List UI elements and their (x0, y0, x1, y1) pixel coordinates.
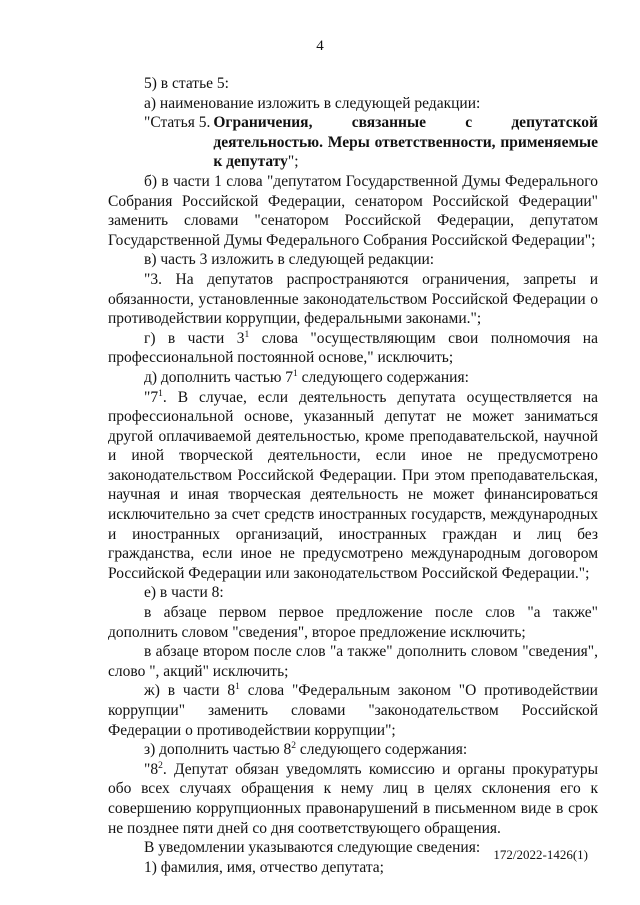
paragraph-text: слова "Федеральным законом "О противодействии коррупции" заменить словами "законодательством Российской Федерации о противодействии коррупции"; (108, 682, 598, 739)
paragraph: 5) в статье 5: (144, 75, 229, 92)
superscript: 1 (158, 388, 163, 399)
paragraph-text: следующего содержания: (296, 741, 468, 759)
paragraph-text: слова "осуществляющим свои полномочия на профессиональной постоянной основе," исключить; (108, 329, 598, 367)
paragraph (108, 740, 598, 760)
paragraph-text: ж) в части 8 (144, 682, 236, 700)
paragraph-text: г) в части 3 (144, 329, 245, 347)
paragraph: б) в части 1 слова "депутатом Государственной Думы Федерального Собрания Российской Федерации, сенатором Российской Федерации" заменить словами "сенатором Российской Федерации, депутатом Государственной Думы Федерального Собрания Российской Федерации"; (108, 172, 598, 249)
article-title (108, 113, 598, 172)
superscript: 1 (235, 682, 240, 693)
paragraph-text: "8 (144, 760, 159, 778)
paragraph: В уведомлении указываются следующие сведения: (144, 839, 481, 857)
paragraph (108, 388, 598, 584)
paragraph (108, 681, 598, 740)
paragraph-text: следующего содержания: (297, 368, 469, 386)
paragraph-text: д) дополнить частью 7 (144, 368, 294, 386)
article-heading (210, 113, 598, 172)
paragraph: в абзаце втором после слов "а также" дополнить словом "сведения", слово ", акций" исключить; (108, 643, 598, 680)
paragraph (108, 760, 598, 838)
article-heading-tail: "; (287, 153, 299, 171)
paragraph: е) в части 8: (144, 584, 224, 602)
paragraph-text: з) дополнить частью 8 (144, 741, 292, 759)
superscript: 1 (293, 368, 298, 379)
superscript: 2 (158, 760, 163, 771)
paragraph: в абзаце первом первое предложение после слов "а также" дополнить словом "сведения", второе предложение исключить; (108, 604, 598, 641)
article-label: "Статья 5. (144, 114, 211, 132)
paragraph (108, 329, 598, 368)
document-registration-code: 172/2022-1426(1) (493, 847, 588, 862)
document-body (108, 74, 598, 877)
page-number: 4 (316, 38, 324, 54)
paragraph: 1) фамилия, имя, отчество депутата; (144, 858, 384, 876)
superscript: 2 (291, 741, 297, 752)
article-heading-text: Ограничения, связанные с депутатской деятельностью. Меры ответственности, применяемые к депутату (213, 114, 598, 171)
paragraph: в) часть 3 изложить в следующей редакции: (144, 251, 435, 269)
paragraph-text: . Депутат обязан уведомлять комиссию и органы прокуратуры обо всех случаях обращения к нему лиц в целях склонения его к совершению коррупционных правонарушений в письменном виде в срок не позднее пяти дней со дня соответствующего обращения. (108, 760, 598, 837)
paragraph-text: "7 (144, 388, 159, 406)
paragraph-text: . В случае, если деятельность депутата осуществляется на профессиональной основе, указанный депутат не может заниматься другой оплачиваемой деятельностью, кроме преподавательской, научной и иной творческой деятельности, если иное не предусмотрено законодательством Российской Федерации. При этом преподавательская, научная и иная творческая деятельность не может финансироваться исключительно за счет средств иностранных государств, международных и иностранных организаций, иностранных граждан и лиц без гражданства, если иное не предусмотрено международным договором Российской Федерации или законодательством Российской Федерации."; (108, 388, 598, 582)
paragraph (108, 368, 598, 388)
paragraph: "3. На депутатов распространяются ограничения, запреты и обязанности, установленные законодательством Российской Федерации о противодействии коррупции, федеральными законами."; (108, 270, 598, 328)
superscript: 1 (244, 329, 250, 340)
paragraph: а) наименование изложить в следующей редакции: (144, 94, 481, 112)
